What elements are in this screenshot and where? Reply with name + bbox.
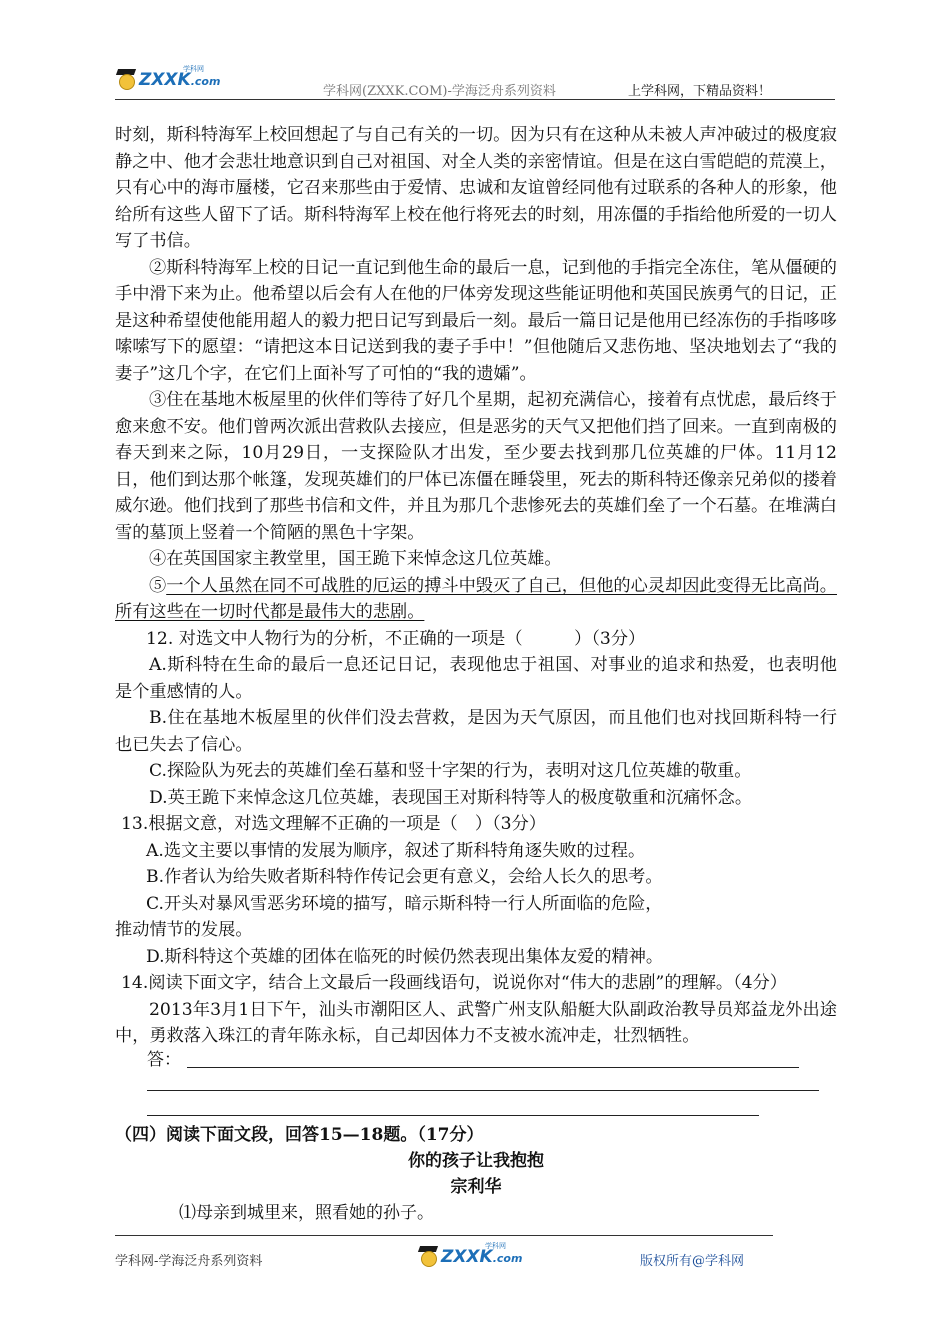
article-author: 宗利华	[450, 1177, 502, 1197]
q14-material: 2013年3月1日下午，汕头市潮阳区人、武警广州支队船艇大队副政治教导员郑益龙外出途中，勇救落入珠江的青年陈永标，自己却因体力不支被水流冲走，壮烈牺牲。	[115, 999, 837, 1046]
article-paragraph-1: ⑴母亲到城里来，照看她的孙子。	[179, 1203, 434, 1223]
q12-option-c: C.探险队为死去的英雄们垒石墓和竖十字架的行为，表明对这几位英雄的敬重。	[149, 761, 752, 781]
answer-line-1[interactable]	[187, 1067, 799, 1068]
footer-right-text: 版权所有@学科网	[640, 1254, 745, 1269]
header-right-text: 上学科网，下精品资料！	[628, 84, 772, 99]
question-14: 14.阅读下面文字，结合上文最后一段画线语句，说说你对“伟大的悲剧”的理解。（4分）	[121, 973, 787, 993]
answer-line-3[interactable]	[147, 1115, 759, 1116]
paragraph-2: ②斯科特海军上校的日记一直记到他生命的最后一息，记到他的手指完全冻住，笔从僵硬的手中滑下来为止。他希望以后会有人在他的尸体旁发现这些能证明他和英国民族勇气的日记，正是这种希望使他能用超人的毅力把日记写到最后一刻。最后一篇日记是他用已经冻伤的手指哆哆嗦嗦写下的愿望：“请把这本日记送到我的妻子手中！”但他随后又悲伤地、坚决地划去了“我的妻子”这几个字，在它们上面补写了可怕的“我的遗孀”。	[115, 257, 837, 384]
q12-option-b: B.住在基地木板屋里的伙伴们没去营救，是因为天气原因，而且他们也对找回斯科特一行也已失去了信心。	[115, 708, 837, 755]
mascot-icon	[115, 69, 137, 91]
paragraph-5	[115, 573, 837, 626]
answer-line-2[interactable]	[147, 1090, 819, 1091]
q12-option-d: D.英王跪下来悼念这几位英雄，表现国王对斯科特等人的极度敬重和沉痛怀念。	[149, 787, 753, 808]
article-title: 你的孩子让我抱抱	[408, 1151, 544, 1171]
q13-option-c-continued: 推动情节的发展。	[115, 920, 253, 940]
page-header	[115, 62, 835, 102]
q13-option-c: C.开头对暴风雪恶劣环境的描写，暗示斯科特一行人所面临的危险，	[146, 893, 663, 914]
question-12: 12. 对选文中人物行为的分析，不正确的一项是（ ）（3分）	[146, 628, 646, 649]
section-4-heading: （四）阅读下面文段，回答15—18题。（17分）	[115, 1125, 484, 1145]
question-13: 13.根据文意，对选文理解不正确的一项是（ ）（3分）	[121, 814, 546, 834]
q12-option-a: A.斯科特在生命的最后一息还记日记，表现他忠于祖国、对事业的追求和热爱，也表明他是个重感情的人。	[115, 655, 837, 702]
footer-rule	[115, 1235, 773, 1236]
logo-brand: ZXXK.com	[139, 70, 221, 90]
paragraph-5-number: ⑤	[149, 575, 167, 596]
footer-left-text: 学科网-学海泛舟系列资料	[115, 1254, 263, 1269]
logo-cn-text: 学科网	[183, 65, 204, 73]
header-rule	[115, 99, 835, 100]
answer-label: 答：	[147, 1050, 181, 1070]
footer-logo-cn-text: 学科网	[485, 1242, 506, 1250]
q13-option-a: A.选文主要以事情的发展为顺序，叙述了斯科特角逐失败的过程。	[146, 840, 646, 861]
footer-logo-brand: ZXXK.com	[441, 1247, 523, 1267]
site-logo	[115, 62, 220, 98]
footer-logo	[417, 1239, 522, 1275]
reading-passage	[115, 122, 837, 1050]
paragraph-3: ③住在基地木板屋里的伙伴们等待了好几个星期，起初充满信心，接着有点忧虑，最后终于愈来愈不安。他们曾两次派出营救队去接应，但是恶劣的天气又把他们挡了回来。一直到南极的春天到来之际，10月29日，一支探险队才出发，至少要去找到那几位英雄的尸体。11月12日，他们到达那个帐篷，发现英雄们的尸体已冻僵在睡袋里，死去的斯科特还像亲兄弟似的搂着威尔逊。他们找到了那些书信和文件，并且为那几个悲惨死去的英雄们垒了一个石墓。在堆满白雪的墓顶上竖着一个简陋的黑色十字架。	[115, 390, 837, 543]
footer-mascot-icon	[417, 1246, 439, 1268]
q13-option-d: D.斯科特这个英雄的团体在临死的时候仍然表现出集体友爱的精神。	[146, 946, 664, 967]
header-center-text: 学科网(ZXXK.COM)-学海泛舟系列资料	[323, 84, 556, 99]
underlined-sentence: 一个人虽然在同不可战胜的厄运的搏斗中毁灭了自己，但他的心灵却因此变得无比高尚。所有这些在一切时代都是最伟大的悲剧。	[115, 575, 837, 622]
page-footer	[115, 1235, 835, 1275]
q13-option-b: B.作者认为给失败者斯科特作传记会更有意义，会给人长久的思考。	[146, 867, 663, 887]
paragraph-continued: 时刻，斯科特海军上校回想起了与自己有关的一切。因为只有在这种从未被人声冲破过的极度寂静之中、他才会悲壮地意识到自己对祖国、对全人类的亲密情谊。但是在这白雪皑皑的荒漠上，只有心中的海市蜃楼，它召来那些由于爱情、忠诚和友谊曾经同他有过联系的各种人的形象，他给所有这些人留下了话。斯科特海军上校在他行将死去的时刻，用冻僵的手指给他所爱的一切人写了书信。	[115, 125, 837, 251]
paragraph-4: ④在英国国家主教堂里，国王跪下来悼念这几位英雄。	[149, 549, 562, 569]
